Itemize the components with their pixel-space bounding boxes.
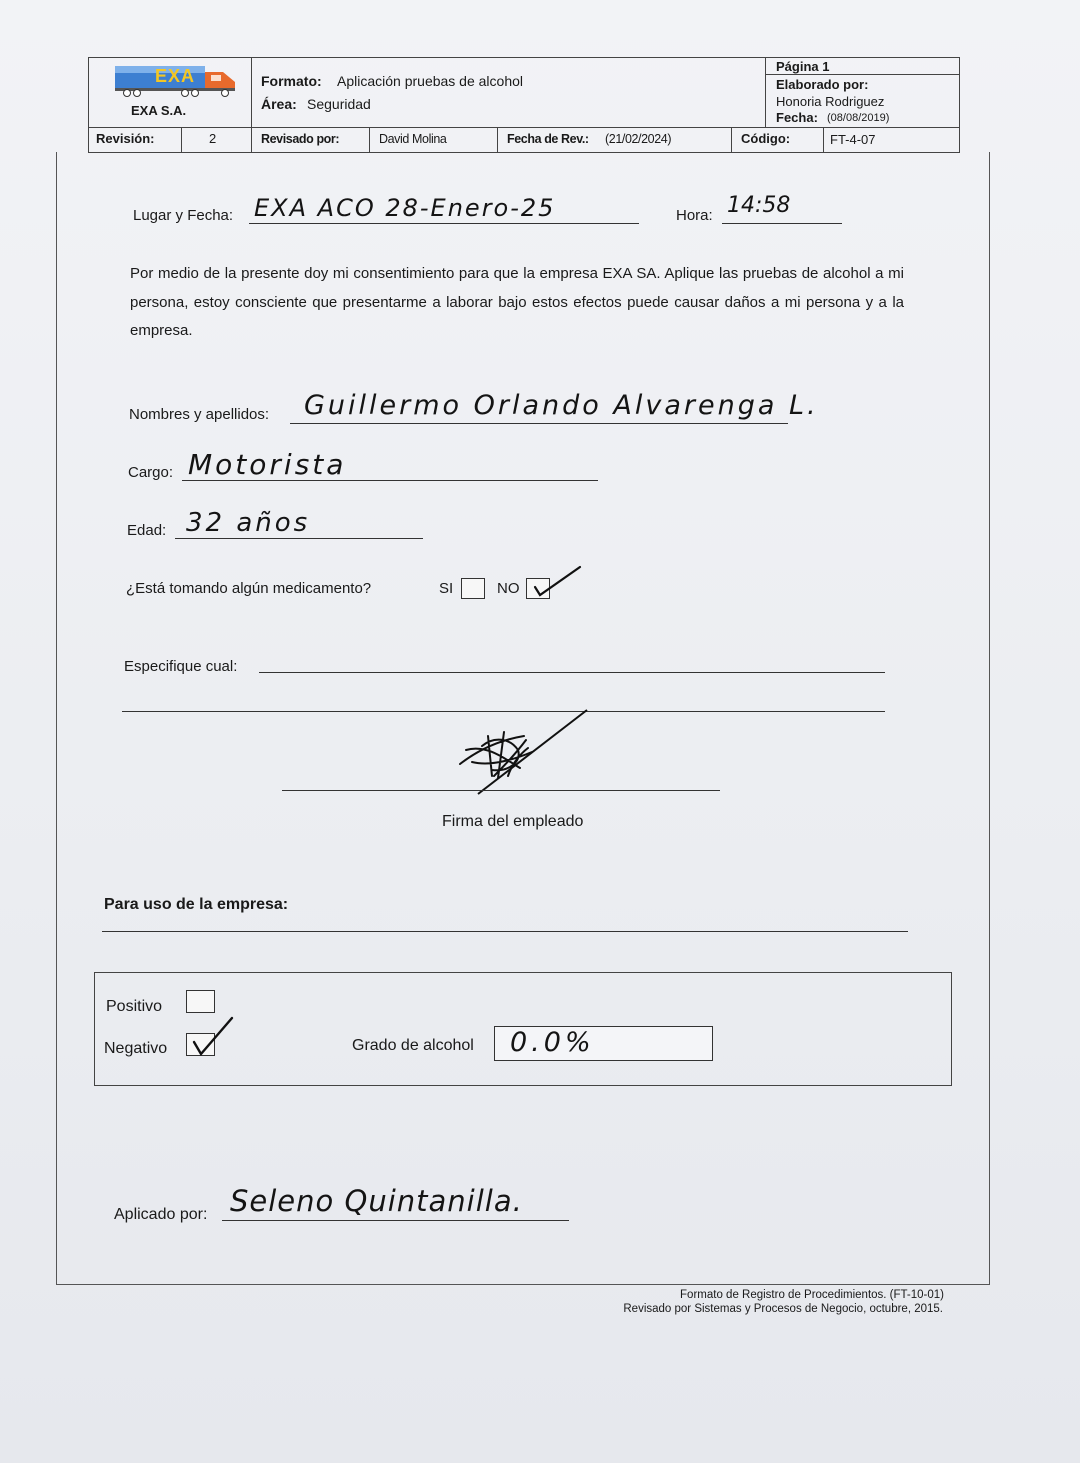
formato-label: Formato:	[261, 73, 322, 89]
fecha-value: (08/08/2019)	[827, 112, 890, 124]
medicamento-question: ¿Está tomando algún medicamento?	[126, 580, 372, 597]
edad-label: Edad:	[127, 522, 167, 539]
revision-label: Revisión:	[96, 131, 155, 146]
footer-line-1: Formato de Registro de Procedimientos. (FT-10-01)	[680, 1289, 944, 1301]
codigo-label: Código:	[741, 131, 791, 146]
employee-signature	[448, 706, 594, 802]
negativo-label: Negativo	[104, 1040, 168, 1057]
page-number: Página 1	[776, 59, 830, 74]
logo-text: EXA	[155, 66, 196, 86]
company-use-title: Para uso de la empresa:	[104, 896, 289, 913]
elaborado-label: Elaborado por:	[776, 77, 869, 92]
si-label: SI	[439, 580, 454, 597]
formato-value: Aplicación pruebas de alcohol	[337, 73, 524, 89]
nombres-value: Guillermo Orlando Alvarenga L.	[304, 390, 819, 421]
fecha-rev-label: Fecha de Rev.:	[507, 132, 589, 146]
no-label: NO	[497, 580, 520, 597]
aplicado-label: Aplicado por:	[114, 1206, 208, 1223]
negativo-checkmark-icon	[186, 1016, 236, 1060]
header-table	[88, 57, 960, 153]
lugar-label: Lugar y Fecha:	[133, 207, 234, 224]
grado-label: Grado de alcohol	[352, 1037, 474, 1054]
cargo-value: Motorista	[188, 448, 347, 481]
exa-logo	[115, 64, 239, 98]
consent-paragraph: Por medio de la presente doy mi consentimiento para que la empresa EXA SA. Aplique las pruebas de alcohol a mi persona, estoy consciente que presentarme a laborar bajo estos efectos puede causar daños a mi persona y a la empresa.	[130, 265, 904, 339]
positivo-label: Positivo	[106, 998, 163, 1015]
no-checkmark-icon	[528, 563, 584, 603]
revision-value: 2	[209, 131, 217, 146]
edad-value: 32 años	[186, 508, 311, 538]
revisado-value: David Molina	[379, 132, 447, 146]
positivo-checkbox[interactable]	[186, 990, 215, 1013]
fecha-rev-value: (21/02/2024)	[605, 132, 672, 146]
lugar-value: EXA ACO 28-Enero-25	[254, 194, 556, 222]
especifique-label: Especifique cual:	[124, 658, 238, 675]
nombres-label: Nombres y apellidos:	[129, 406, 270, 423]
footer-line-2: Revisado por Sistemas y Procesos de Negocio, octubre, 2015.	[623, 1303, 943, 1315]
elaborado-value: Honoria Rodriguez	[776, 94, 885, 109]
revisado-label: Revisado por:	[261, 132, 340, 146]
fecha-label: Fecha:	[776, 110, 818, 125]
area-value: Seguridad	[307, 96, 371, 112]
grado-value: 0.0%	[510, 1027, 595, 1058]
aplicado-value: Seleno Quintanilla.	[230, 1184, 523, 1218]
cargo-label: Cargo:	[128, 464, 174, 481]
hora-label: Hora:	[676, 207, 713, 224]
area-label: Área:	[261, 96, 297, 112]
company-name: EXA S.A.	[131, 103, 187, 118]
firma-label: Firma del empleado	[442, 813, 584, 830]
codigo-value: FT-4-07	[830, 132, 876, 147]
si-checkbox[interactable]	[461, 578, 485, 599]
hora-value: 14:58	[727, 193, 791, 218]
